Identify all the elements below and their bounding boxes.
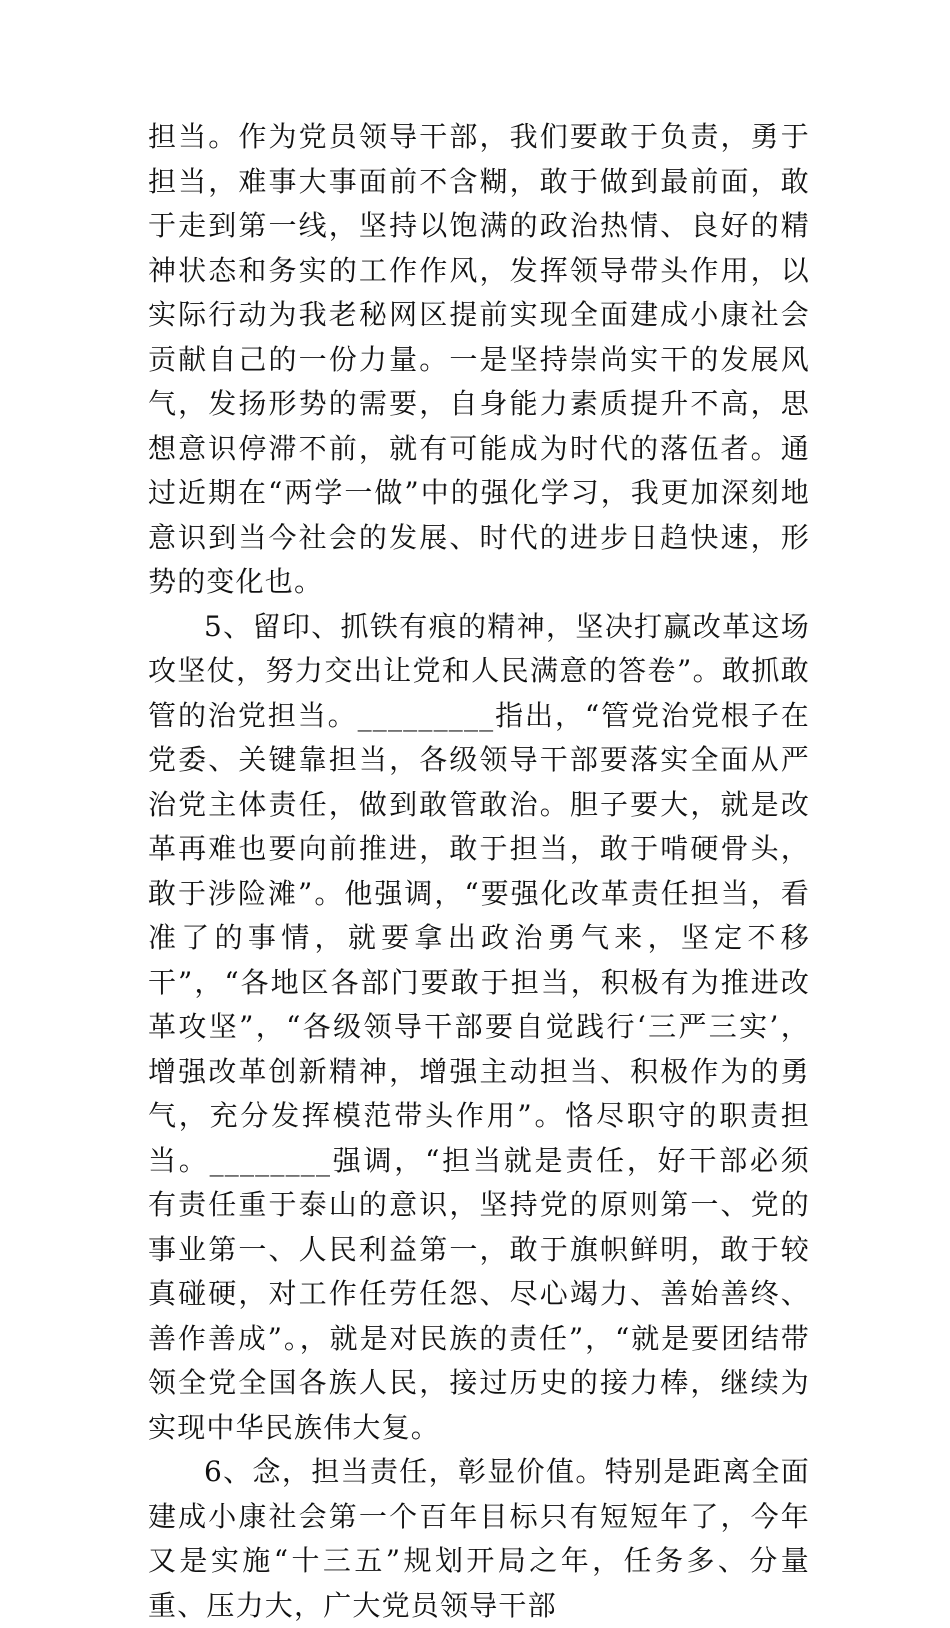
paragraph-2: 5、留印、抓铁有痕的精神，坚决打赢改革这场攻坚仗，努力交出让党和人民满意的答卷”。敢抓敢管的治党担当。_________指出，“管党治党根子在党委、关键靠担当，各级领导干部要落实全面从严治党主体责任，做到敢管敢治。胆子要大，就是改革再难也要向前推进，敢于担当，敢于啃硬骨头，敢于涉险滩”。他强调，“要强化改革责任担当，看准了的事情，就要拿出政治勇气来，坚定不移干”，“各地区各部门要敢于担当，积极有为推进改革攻坚”，“各级领导干部要自觉践行‘三严三实’，增强改革创新精神，增强主动担当、积极作为的勇气，充分发挥模范带头作用”。恪尽职守的职责担当。________强调，“担当就是责任，好干部必须有责任重于泰山的意识，坚持党的原则第一、党的事业第一、人民利益第一，敢于旗帜鲜明，敢于较真碰硬，对工作任劳任怨、尽心竭力、善始善终、善作善成”。，就是对民族的责任”，“就是要团结带领全党全国各族人民，接过历史的接力棒，继续为实现中华民族伟大复。 bbox=[148, 609, 810, 1444]
paragraph-3: 6、念，担当责任，彰显价值。特别是距离全面建成小康社会第一个百年目标只有短短年了，今年又是实施“十三五”规划开局之年，任务多、分量重、压力大，广大党员领导干部 bbox=[148, 1455, 810, 1622]
paragraph-1: 担当。作为党员领导干部，我们要敢于负责，勇于担当，难事大事面前不含糊，敢于做到最前面，敢于走到第一线，坚持以饱满的政治热情、良好的精神状态和务实的工作作风，发挥领导带头作用，以实际行动为我老秘网区提前实现全面建成小康社会贡献自己的一份力量。一是坚持崇尚实干的发展风气，发扬形势的需要，自身能力素质提升不高，思想意识停滞不前，就有可能成为时代的落伍者。通过近期在“两学一做”中的强化学习，我更加深刻地意识到当今社会的发展、时代的进步日趋快速，形势的变化也。 bbox=[148, 120, 810, 598]
document-body bbox=[148, 115, 810, 1628]
